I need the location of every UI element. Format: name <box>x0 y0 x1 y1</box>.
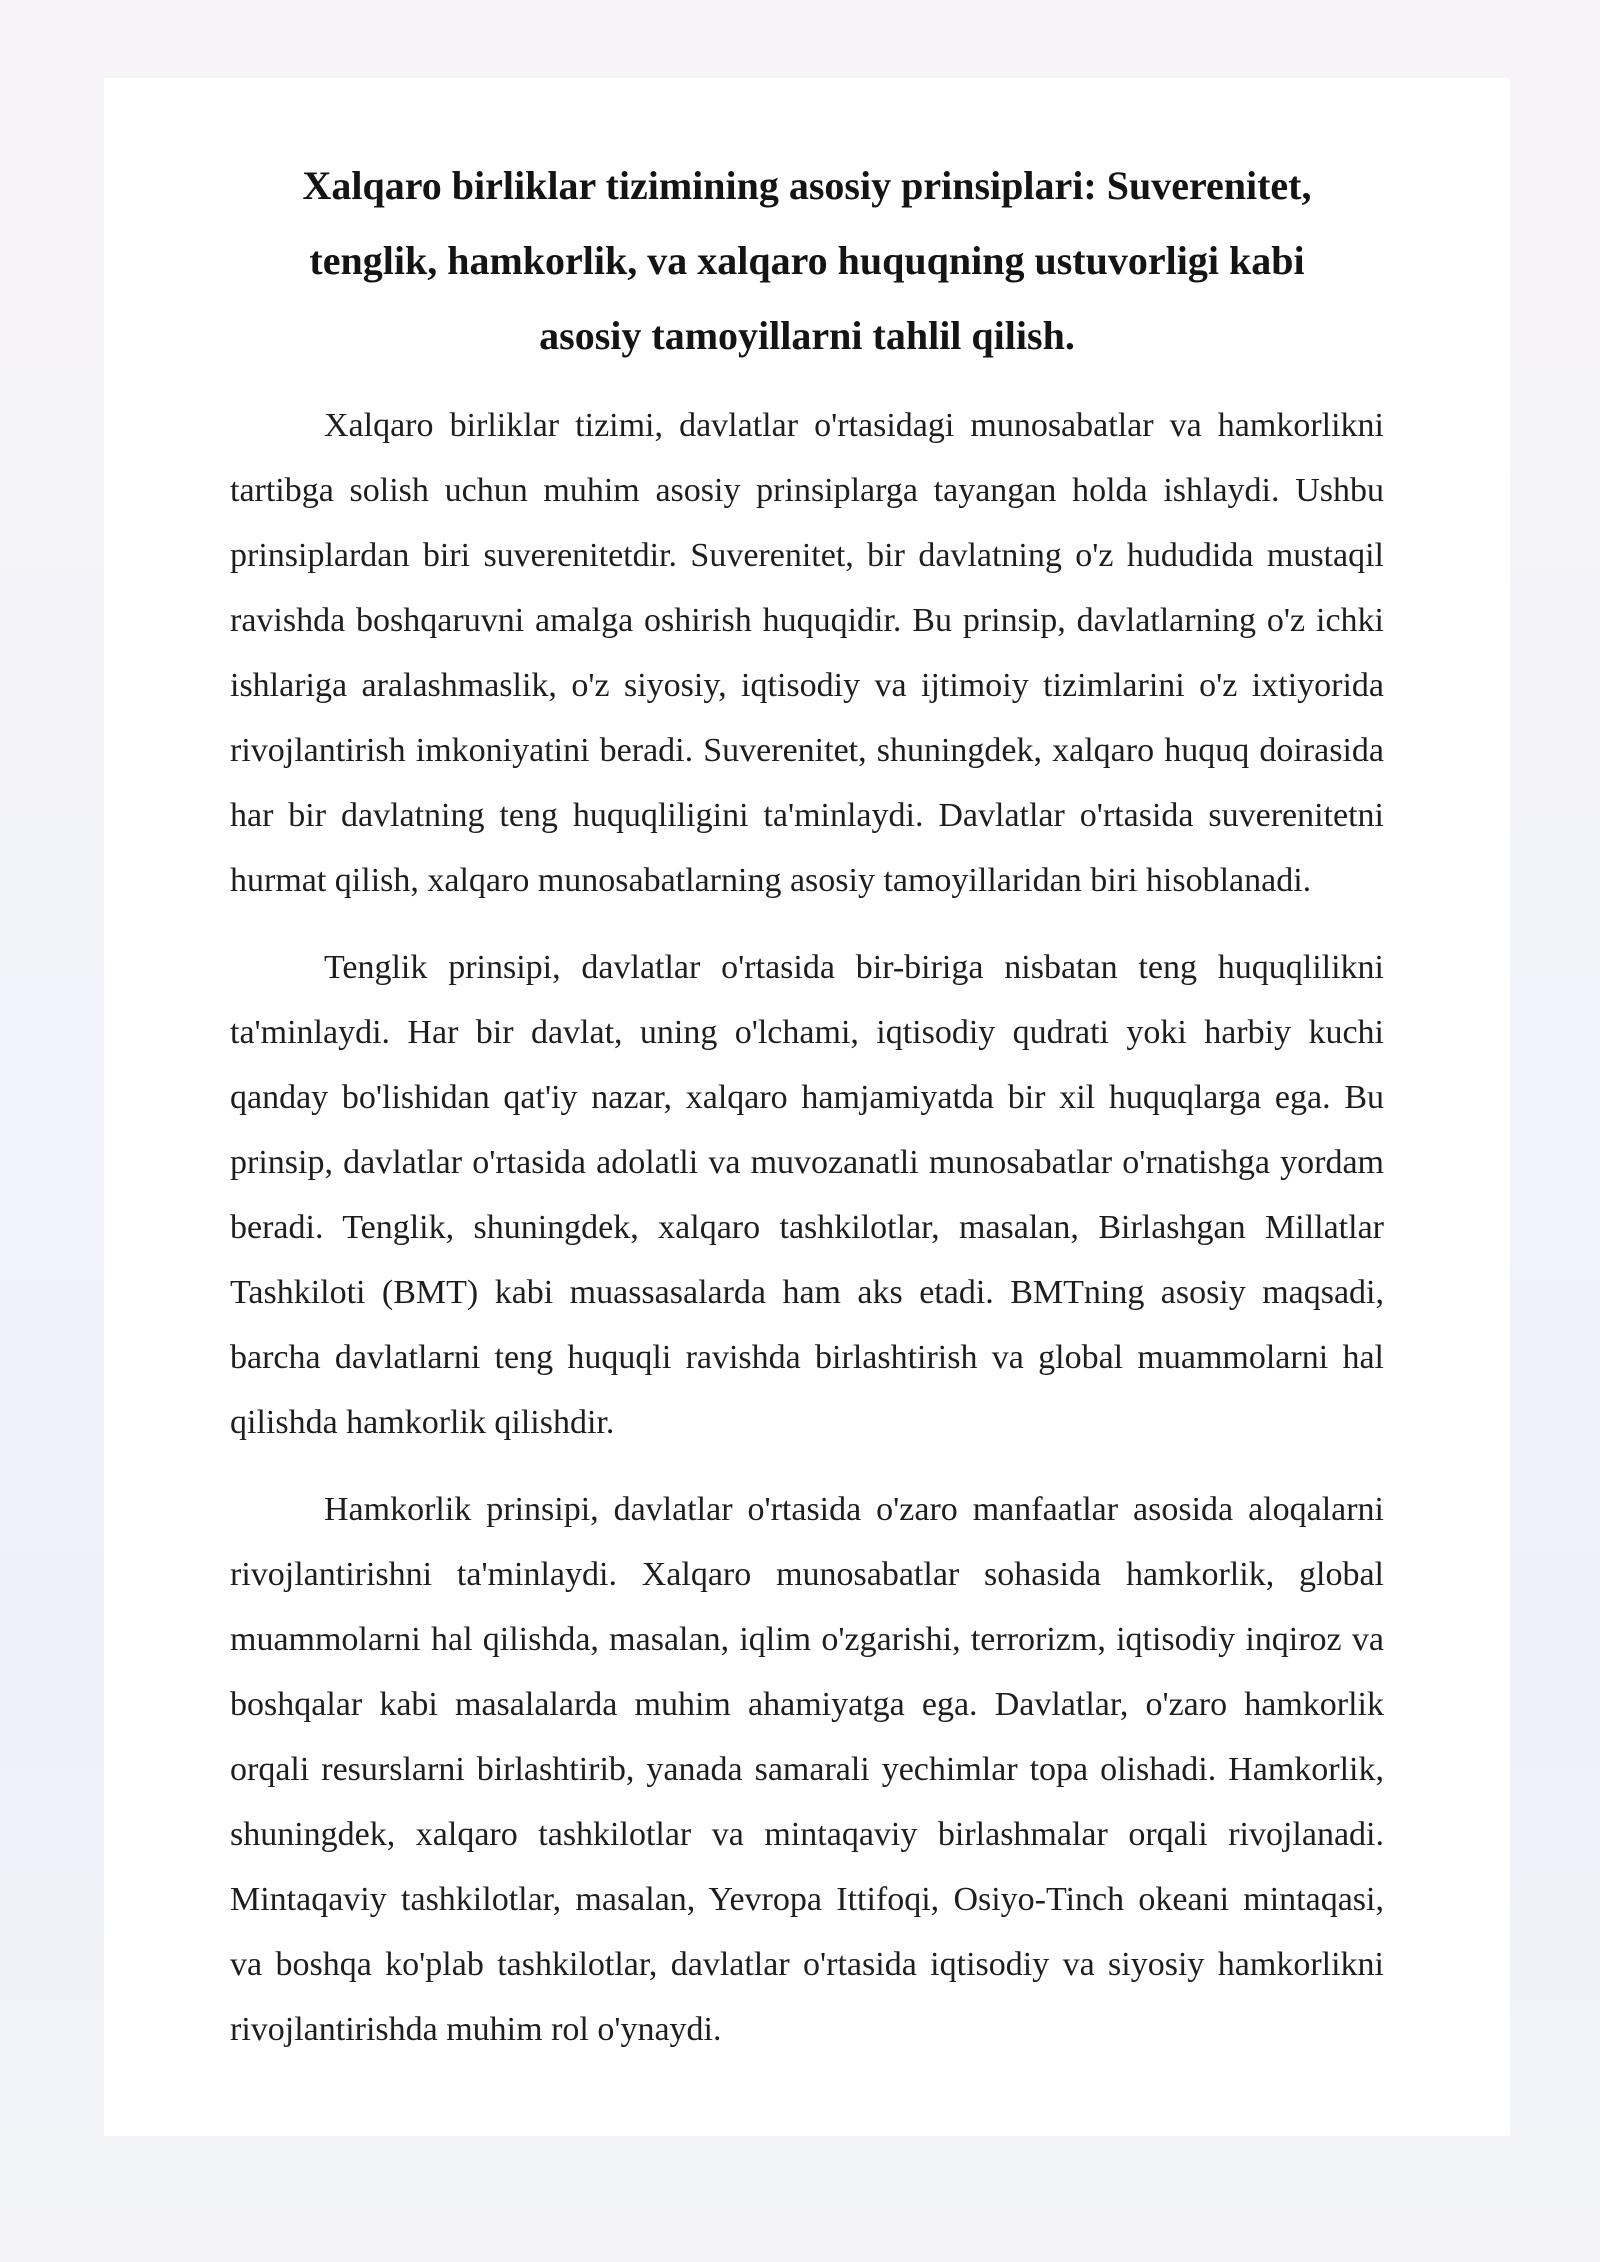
paragraph-equality: Tenglik prinsipi, davlatlar o'rtasida bir-biriga nisbatan teng huquqlilikni ta'minlaydi. Har bir davlat, uning o'lchami, iqtisodiy qudrati yoki harbiy kuchi qanday bo'lishidan qat'iy nazar, xalqaro hamjamiyatda bir xil huquqlarga ega. Bu prinsip, davlatlar o'rtasida adolatli va muvozanatli munosabatlar o'rnatishga yordam beradi. Tenglik, shuningdek, xalqaro tashkilotlar, masalan, Birlashgan Millatlar Tashkiloti (BMT) kabi muassasalarda ham aks etadi. BMTning asosiy maqsadi, barcha davlatlarni teng huquqli ravishda birlashtirish va global muammolarni hal qilishda hamkorlik qilishdir. <box>230 949 1384 1441</box>
paragraph-cooperation: Hamkorlik prinsipi, davlatlar o'rtasida o'zaro manfaatlar asosida aloqalarni rivojlantirishni ta'minlaydi. Xalqaro munosabatlar sohasida hamkorlik, global muammolarni hal qilishda, masalan, iqlim o'zgarishi, terrorizm, iqtisodiy inqiroz va boshqalar kabi masalalarda muhim ahamiyatga ega. Davlatlar, o'zaro hamkorlik orqali resurslarni birlashtirib, yanada samarali yechimlar topa olishadi. Hamkorlik, shuningdek, xalqaro tashkilotlar va mintaqaviy birlashmalar orqali rivojlanadi. Mintaqaviy tashkilotlar, masalan, Yevropa Ittifoqi, Osiyo-Tinch okeani mintaqasi, va boshqa ko'plab tashkilotlar, davlatlar o'rtasida iqtisodiy va siyosiy hamkorlikni rivojlantirishda muhim rol o'ynaydi. <box>230 1491 1384 2048</box>
document-title: Xalqaro birliklar tizimining asosiy prinsiplari: Suverenitet, tenglik, hamkorlik, va xalqaro huquqning ustuvorligi kabi asosiy tamoyillarni tahlil qilish. <box>302 163 1312 358</box>
document-page <box>104 78 1510 2136</box>
paragraph-sovereignty: Xalqaro birliklar tizimi, davlatlar o'rtasidagi munosabatlar va hamkorlikni tartibga solish uchun muhim asosiy prinsiplarga tayangan holda ishlaydi. Ushbu prinsiplardan biri suverenitetdir. Suverenitet, bir davlatning o'z hududida mustaqil ravishda boshqaruvni amalga oshirish huquqidir. Bu prinsip, davlatlarning o'z ichki ishlariga aralashmaslik, o'z siyosiy, iqtisodiy va ijtimoiy tizimlarini o'z ixtiyorida rivojlantirish imkoniyatini beradi. Suverenitet, shuningdek, xalqaro huquq doirasida har bir davlatning teng huquqliligini ta'minlaydi. Davlatlar o'rtasida suverenitetni hurmat qilish, xalqaro munosabatlarning asosiy tamoyillaridan biri hisoblanadi. <box>230 407 1384 899</box>
